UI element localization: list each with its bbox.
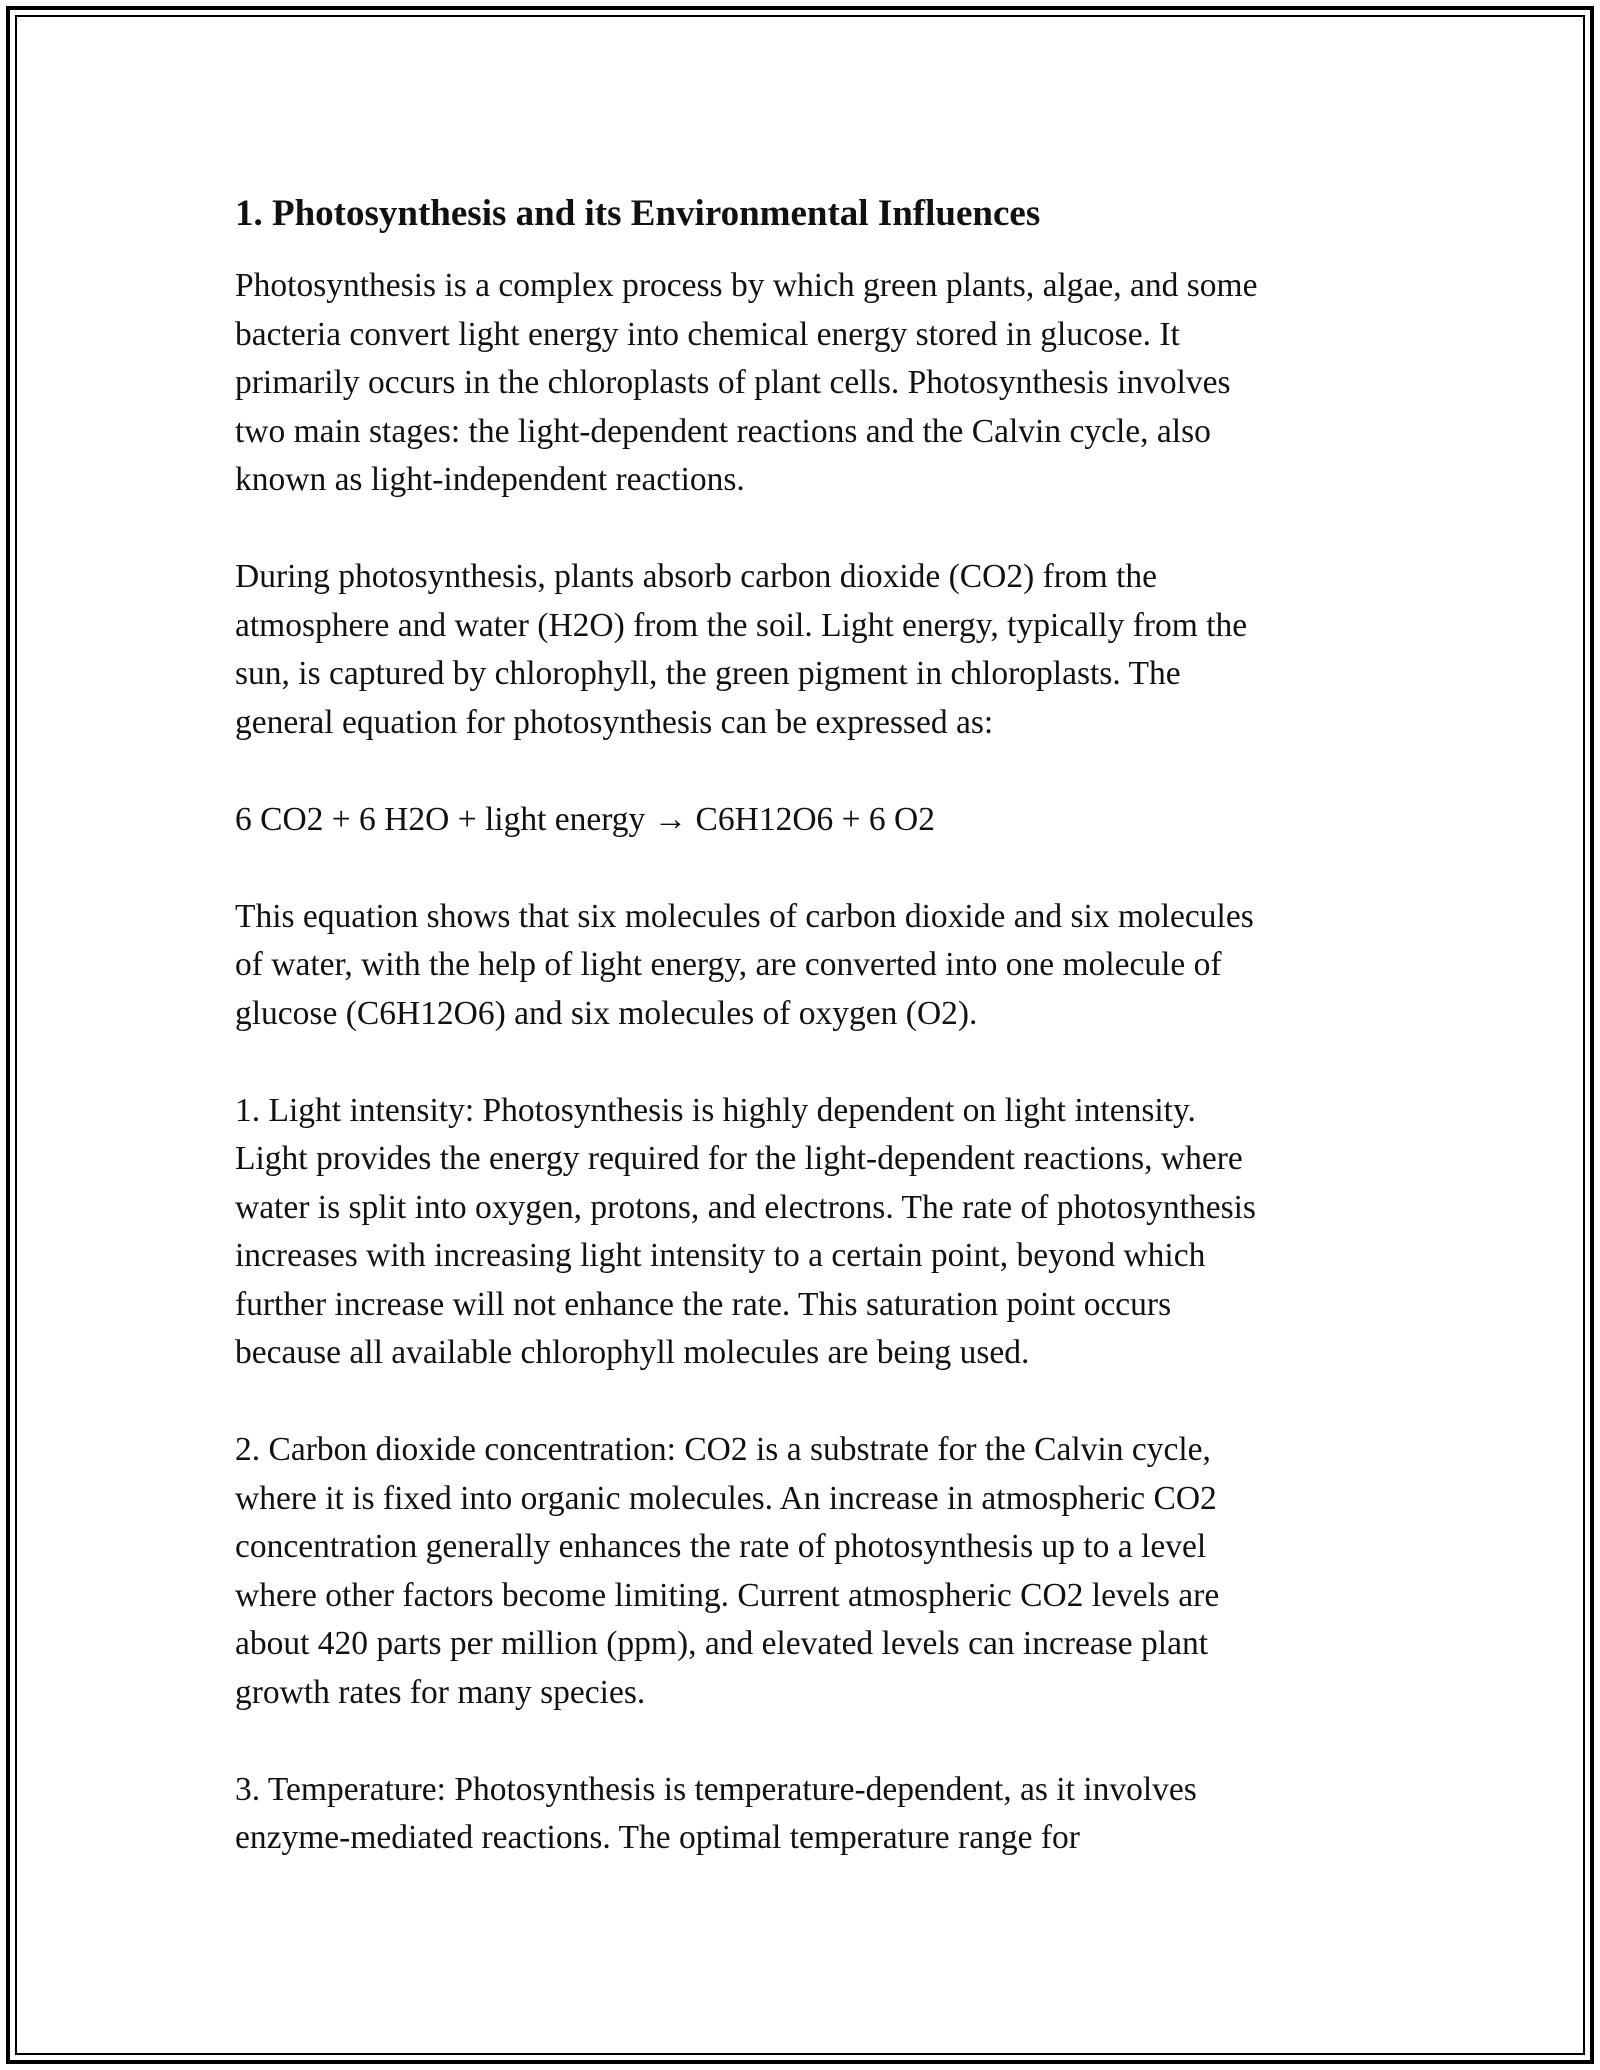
document-body: [235, 186, 1375, 1863]
equation-line: 6 CO2 + 6 H2O + light energy → C6H12O6 + 6 O2: [235, 800, 935, 838]
list-item-co2-concentration: 2. Carbon dioxide concentration: CO2 is a substrate for the Calvin cycle, where it is fixed into organic molecules. An increase in atmospheric CO2 concentration generally enhances the rate of photosynthesis up to a level where other factors become limiting. Current atmospheric CO2 levels are about 420 parts per million (ppm), and elevated levels can increase plant growth rates for many species.: [235, 1431, 1220, 1711]
section-heading: 1. Photosynthesis and its Environmental Influences: [235, 193, 1041, 234]
paragraph-process: During photosynthesis, plants absorb carbon dioxide (CO2) from the atmosphere and water (H2O) from the soil. Light energy, typically from the sun, is captured by chlorophyll, the green pigment in chloroplasts. The general equation for photosynthesis can be expressed as:: [235, 558, 1248, 741]
paragraph-intro: Photosynthesis is a complex process by which green plants, algae, and some bacteria convert light energy into chemical energy stored in glucose. It primarily occurs in the chloroplasts of plant cells. Photosynthesis involves two main stages: the light-dependent reactions and the Calvin cycle, also known as light-independent reactions.: [235, 267, 1258, 498]
list-item-temperature: 3. Temperature: Photosynthesis is temperature-dependent, as it involves enzyme-mediated reactions. The optimal temperature range for: [235, 1770, 1197, 1856]
paragraph-equation-explanation: This equation shows that six molecules of carbon dioxide and six molecules of water, with the help of light energy, are converted into one molecule of glucose (C6H12O6) and six molecules of oxygen (O2).: [235, 897, 1254, 1032]
list-item-light-intensity: 1. Light intensity: Photosynthesis is highly dependent on light intensity. Light provides the energy required for the light-dependent reactions, where water is split into oxygen, protons, and electrons. The rate of photosynthesis increases with increasing light intensity to a certain point, beyond which further increase will not enhance the rate. This saturation point occurs because all available chlorophyll molecules are being used.: [235, 1091, 1256, 1371]
